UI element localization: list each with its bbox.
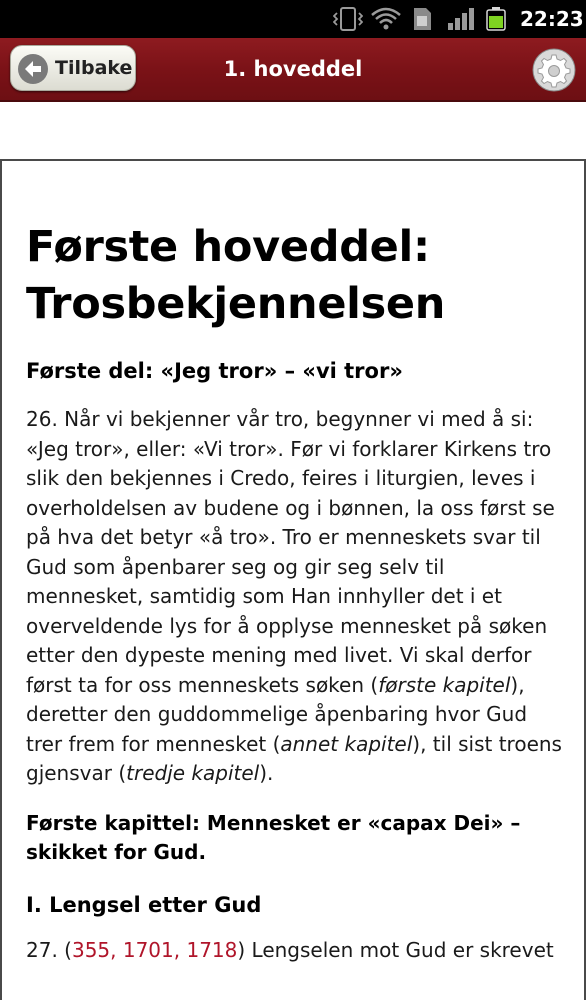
signal-icon [447,7,475,31]
status-bar [0,0,586,38]
italic-ref-1: første kapitel [378,672,511,697]
part-heading: Første del: «Jeg tror» – «vi tror» [26,359,403,383]
back-arrow-icon [17,53,49,85]
document-content[interactable] [0,159,586,1000]
paragraph-text: ), deretter den guddommelige åpenbaring hvor Gud trer frem for mennesket ( [26,672,528,756]
paragraph-text: 26. Når vi bekjenner vår tro, begynner vi med å si: «Jeg tror», eller: «Vi tror». Før vi forklarer Kirkens tro slik den bekjennes i Credo, feires i liturgien, leves i overholdelsen av budene og i bønnen, la oss først se på hva det betyr «å tro». Tro er menneskets svar til Gud som åpenbarer seg og gir seg selv til mennesket, samtidig som Han innhyller det i et overveldende lys for å opplyse mennesket på søken etter den dypeste mening med livet. Vi skal derfor først ta for oss menneskets søken ( [26,407,555,697]
paragraph-text: 27. ( [26,937,72,962]
back-button[interactable] [10,45,136,91]
italic-ref-2: annet kapitel [280,731,413,756]
document-inner [26,219,566,965]
paragraph-27 [26,936,566,965]
page-title: 1. hoveddel [223,57,363,81]
paragraph-26 [26,405,566,789]
paragraph-text: ), til sist troens gjensvar ( [26,731,562,785]
main-heading: Første hoveddel: Trosbekjennelsen [26,222,446,329]
section-heading: I. Lengsel etter Gud [26,892,262,917]
vibrate-icon [333,7,363,31]
paragraph-text: ) Lengselen mot Gud er skrevet [237,937,554,962]
wifi-icon [370,7,402,31]
gear-icon[interactable] [532,48,576,92]
paragraph-text: ). [259,761,274,785]
back-button-label: Tilbake [55,57,133,79]
chapter-heading: Første kapittel: Mennesket er «capax Dei» – skikket for Gud. [26,810,521,864]
battery-icon [485,7,507,31]
italic-ref-3: tredje kapitel [126,761,260,785]
cross-reference-link[interactable]: 355, 1701, 1718 [71,937,238,962]
sim-icon [411,7,433,31]
status-time: 22:23 [520,7,584,31]
app-header [0,38,586,102]
